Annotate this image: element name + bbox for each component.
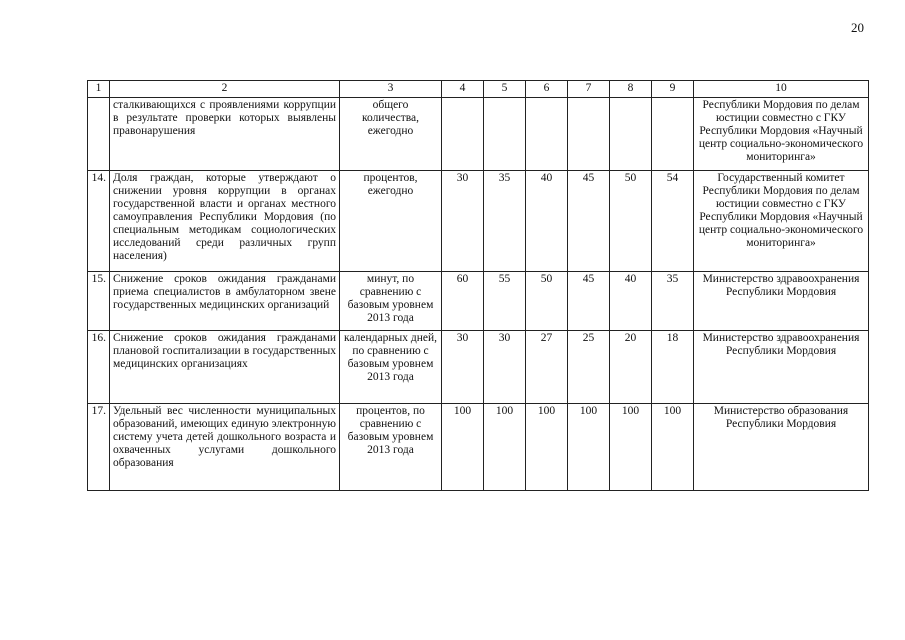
row-number: 15. [88, 272, 110, 331]
indicator-name: Доля граждан, которые утверждают о снижении уровня коррупции в органах государственной власти и органах местного самоуправления Республики Мордовия (по специальным методикам социологических исследований среди различных групп населения) [110, 171, 340, 272]
table-row [88, 171, 869, 272]
column-header: 2 [110, 81, 340, 98]
responsible-body: Государственный комитет Республики Мордовия по делам юстиции совместно с ГКУ Республики Мордовия «Научный центр социально-экономического мониторинга» [694, 171, 869, 272]
value-cell: 27 [526, 331, 568, 404]
value-cell: 40 [610, 272, 652, 331]
value-cell [526, 98, 568, 171]
value-cell: 25 [568, 331, 610, 404]
indicator-name: Снижение сроков ожидания гражданами плановой госпитализации в государственных медицинских организациях [110, 331, 340, 404]
value-cell: 18 [652, 331, 694, 404]
value-cell [652, 98, 694, 171]
column-header: 9 [652, 81, 694, 98]
value-cell: 45 [568, 272, 610, 331]
value-cell [610, 98, 652, 171]
value-cell: 100 [526, 404, 568, 491]
indicator-name: сталкивающихся с проявлениями коррупции в результате проверки которых выявлены правонарушения [110, 98, 340, 171]
column-header: 3 [340, 81, 442, 98]
value-cell: 30 [484, 331, 526, 404]
value-cell: 35 [652, 272, 694, 331]
value-cell: 30 [442, 331, 484, 404]
unit-of-measure: процентов, ежегодно [340, 171, 442, 272]
column-header: 7 [568, 81, 610, 98]
indicator-name: Снижение сроков ожидания гражданами приема специалистов в амбулаторном звене государственных медицинских организаций [110, 272, 340, 331]
table-header-row [88, 81, 869, 98]
table-row [88, 98, 869, 171]
row-number: 16. [88, 331, 110, 404]
column-header: 6 [526, 81, 568, 98]
column-header: 1 [88, 81, 110, 98]
value-cell [568, 98, 610, 171]
value-cell: 20 [610, 331, 652, 404]
table-row [88, 331, 869, 404]
value-cell: 60 [442, 272, 484, 331]
value-cell: 100 [610, 404, 652, 491]
value-cell: 45 [568, 171, 610, 272]
value-cell: 50 [526, 272, 568, 331]
value-cell: 55 [484, 272, 526, 331]
value-cell: 35 [484, 171, 526, 272]
indicator-name: Удельный вес численности муниципальных образований, имеющих единую электронную систему учета детей дошкольного возраста и охваченных услугами дошкольного образования [110, 404, 340, 491]
value-cell: 40 [526, 171, 568, 272]
column-header: 10 [694, 81, 869, 98]
responsible-body: Республики Мордовия по делам юстиции совместно с ГКУ Республики Мордовия «Научный центр социально-экономического мониторинга» [694, 98, 869, 171]
responsible-body: Министерство здравоохранения Республики Мордовия [694, 331, 869, 404]
unit-of-measure: календарных дней, по сравнению с базовым уровнем 2013 года [340, 331, 442, 404]
value-cell: 54 [652, 171, 694, 272]
value-cell [442, 98, 484, 171]
value-cell [484, 98, 526, 171]
value-cell: 100 [568, 404, 610, 491]
table-row [88, 404, 869, 491]
row-number: 17. [88, 404, 110, 491]
row-number: 14. [88, 171, 110, 272]
unit-of-measure: процентов, по сравнению с базовым уровнем 2013 года [340, 404, 442, 491]
row-number [88, 98, 110, 171]
table-row [88, 272, 869, 331]
responsible-body: Министерство здравоохранения Республики Мордовия [694, 272, 869, 331]
unit-of-measure: минут, по сравнению с базовым уровнем 2013 года [340, 272, 442, 331]
page-number: 20 [851, 20, 864, 35]
value-cell: 100 [442, 404, 484, 491]
value-cell: 100 [652, 404, 694, 491]
column-header: 5 [484, 81, 526, 98]
responsible-body: Министерство образования Республики Мордовия [694, 404, 869, 491]
column-header: 4 [442, 81, 484, 98]
value-cell: 30 [442, 171, 484, 272]
column-header: 8 [610, 81, 652, 98]
unit-of-measure: общего количества, ежегодно [340, 98, 442, 171]
indicators-table [87, 80, 869, 491]
value-cell: 100 [484, 404, 526, 491]
value-cell: 50 [610, 171, 652, 272]
